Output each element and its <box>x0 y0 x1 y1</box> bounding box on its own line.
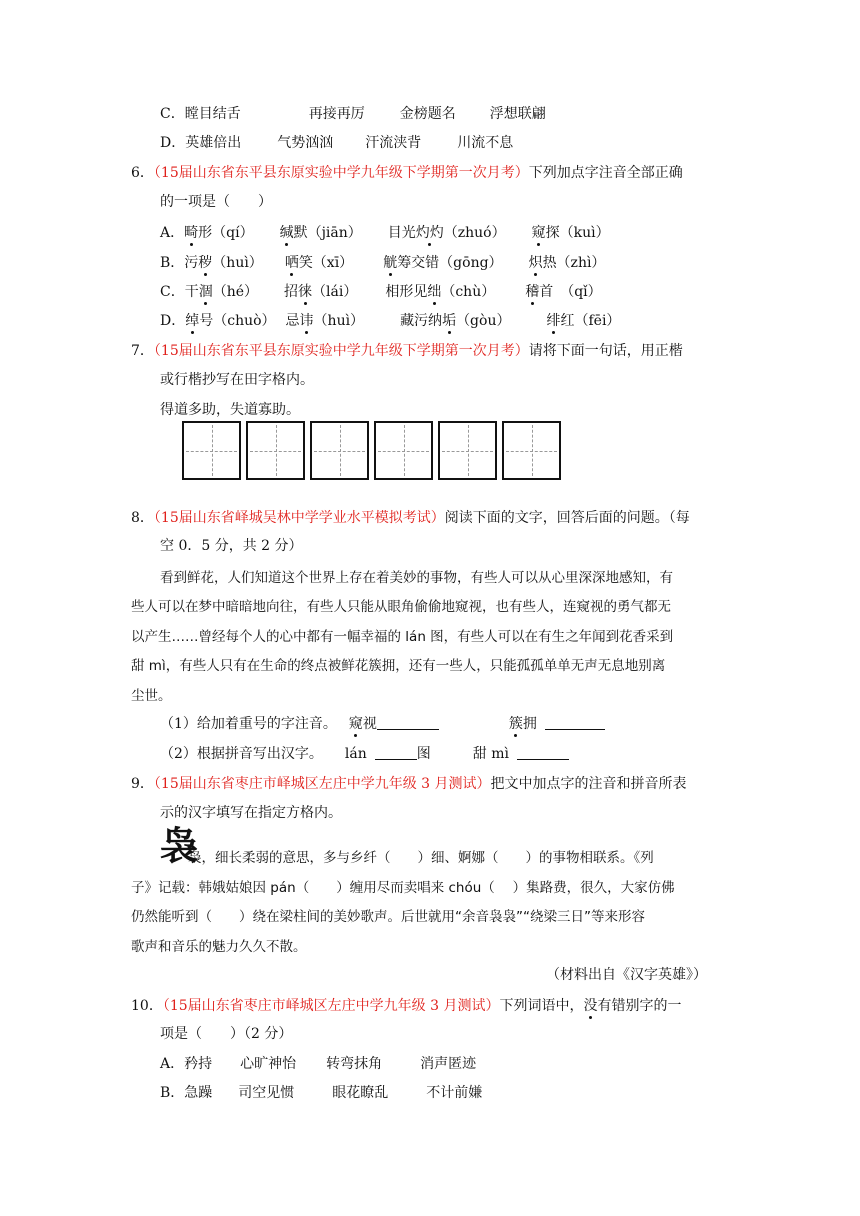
question-10-stem-cont: 项是（ ）（2 分） <box>160 1026 293 1042</box>
tianzige-cell[interactable] <box>182 421 241 480</box>
dotted-char: 炽 <box>528 255 543 271</box>
answer-blank[interactable] <box>517 745 569 760</box>
q8-passage-line-1: 看到鲜花，人们知道这个世界上存在着美妙的事物，有些人可以从心里深深地感知，有 <box>160 570 673 586</box>
option-label: A． <box>160 1056 185 1072</box>
q9-passage-line-1: 袅，细长柔弱的意思，多与乡纤（ ）细、婀娜（ ）的事物相联系。《列 <box>188 850 654 866</box>
question-6-stem <box>131 163 683 183</box>
calligraphy-character: 袅 <box>160 823 199 868</box>
question-source: （15届山东省东平县东原实验中学九年级下学期第一次月考） <box>153 165 529 181</box>
option-label: A． <box>160 225 185 241</box>
q9-passage-line-3: 仍然能听到（ ）绕在梁柱间的美妙歌声。后世就用“余音袅袅”“绕梁三日”等来形容 <box>131 909 645 925</box>
question-7-stem-cont: 或行楷抄写在田字格内。 <box>160 372 314 388</box>
option-label: D． <box>160 135 186 151</box>
answer-blank[interactable] <box>545 715 605 730</box>
dotted-char: 灼灼 <box>415 225 444 241</box>
item-text: 探（kuì） <box>545 225 610 241</box>
question-source: （15届山东省枣庄市峄城区左庄中学九年级 3 月测试） <box>153 776 491 792</box>
question-source: （15届山东省峄城吴林中学学业水平模拟考试） <box>153 510 445 526</box>
q6-option-d <box>160 311 620 331</box>
question-8-stem <box>131 508 690 528</box>
word: 不计前嫌 <box>426 1085 483 1101</box>
item-text: 污 <box>184 255 199 271</box>
option-label: D． <box>160 313 186 329</box>
q5-option-d <box>160 133 513 153</box>
item-text: 相形见 <box>385 284 428 300</box>
item-text: 藏污纳 <box>400 313 443 329</box>
question-source: （15届山东省东平县东原实验中学九年级下学期第一次月考） <box>153 343 529 359</box>
tianzige-cell[interactable] <box>502 421 561 480</box>
sub-question-text: （1）给加着重号的字注音。 <box>160 716 337 732</box>
word: 汗流浃背 <box>365 135 422 151</box>
item-text: 默（jiān） <box>293 225 362 241</box>
q8-passage-line-5: 尘世。 <box>131 688 172 704</box>
q6-option-b <box>160 253 605 273</box>
dotted-char: 垢 <box>442 313 457 329</box>
item-text: （hé） <box>212 284 259 300</box>
tianzige-cell[interactable] <box>246 421 305 480</box>
word: 矜持 <box>184 1056 213 1072</box>
item-text: （chù） <box>441 284 496 300</box>
item-text: （huì） <box>212 255 263 271</box>
tianzige-cell[interactable] <box>374 421 433 480</box>
option-label: C． <box>160 106 185 122</box>
q6-option-c <box>160 282 602 302</box>
dotted-char: 绰 <box>185 313 200 329</box>
item-text: 首 （qǐ） <box>539 284 602 300</box>
word: 英雄倍出 <box>185 135 242 151</box>
q9-source-credit: （材料出自《汉字英雄》） <box>546 967 707 983</box>
question-text: 请将下面一句话，用正楷 <box>528 343 683 359</box>
item-text: （zhuó） <box>443 225 506 241</box>
item-text: 招 <box>284 284 299 300</box>
item-text: 形（qí） <box>198 225 254 241</box>
q5-option-c <box>160 104 546 124</box>
q10-option-a <box>160 1054 476 1074</box>
question-number: 8． <box>131 510 154 526</box>
option-label: B． <box>160 1085 185 1101</box>
question-text: 下列词语中， <box>499 998 584 1014</box>
item-text: 目光 <box>387 225 416 241</box>
question-number: 10． <box>131 998 163 1014</box>
q8-passage-line-2: 些人可以在梦中暗暗地向往，有些人只能从眼角偷偷地窥视，也有些人，连窥视的勇气都无 <box>131 599 671 615</box>
item-text: （gòu） <box>456 313 511 329</box>
q10-option-b <box>160 1083 482 1103</box>
pinyin: 甜 mì <box>472 746 509 762</box>
pinyin: lán <box>344 746 367 762</box>
sub-question-text: （2）根据拼音写出汉字。 <box>160 746 323 762</box>
word: 消声匿迹 <box>420 1056 477 1072</box>
word: 气势汹汹 <box>277 135 334 151</box>
dotted-char: 稽 <box>525 284 540 300</box>
question-number: 9． <box>131 776 154 792</box>
dotted-char: 绯 <box>546 313 561 329</box>
option-label: B． <box>160 255 185 271</box>
item-text: 笑（xī） <box>298 255 354 271</box>
word: 金榜题名 <box>399 106 456 122</box>
q8-passage-line-3: 以产生……曾经每个人的心中都有一幅幸福的 lán 图，有些人可以在有生之年闻到花香采到 <box>131 629 674 645</box>
question-text: 下列加点字注音全部正确 <box>528 165 683 181</box>
item-text: 干 <box>184 284 199 300</box>
word: 眼花瞭乱 <box>332 1085 389 1101</box>
dotted-char: 窥 <box>348 716 363 732</box>
dotted-char: 簇 <box>508 716 523 732</box>
dotted-char: 畸 <box>184 225 199 241</box>
question-8-stem-cont: 空 0．5 分，共 2 分） <box>160 538 303 554</box>
item-text: 拥 <box>522 716 537 732</box>
question-10-stem <box>131 996 681 1016</box>
q8-passage-line-4: 甜 mì，有些人只有在生命的终点被鲜花簇拥，还有一些人，只能孤孤单单无声无息地别离 <box>131 658 666 674</box>
dotted-char: 哂 <box>284 255 299 271</box>
q9-passage-line-2: 子》记载：韩娥姑娘因 pán（ ）缠用尽而卖唱来 chóu（ ）集路费，很久，大家仿佛 <box>131 880 675 896</box>
item-text: 图 <box>416 746 431 762</box>
item-text: （huì） <box>313 313 365 329</box>
word: 再接再厉 <box>308 106 365 122</box>
item-text: 视 <box>362 716 377 732</box>
word: 转弯抹角 <box>326 1056 383 1072</box>
question-source: （15届山东省枣庄市峄城区左庄中学九年级 3 月测试） <box>162 998 500 1014</box>
question-9-stem-cont: 示的汉字填写在指定方格内。 <box>160 805 342 821</box>
item-text: 筹交错（gōng） <box>397 255 503 271</box>
item-text: （lái） <box>312 284 358 300</box>
dotted-char: 绌 <box>427 284 442 300</box>
q6-option-a <box>160 223 610 243</box>
answer-blank[interactable] <box>375 745 417 760</box>
question-7-stem <box>131 341 683 361</box>
q8-sub-question-1 <box>160 714 605 734</box>
dotted-char: 缄 <box>279 225 294 241</box>
dotted-char: 没 <box>583 998 598 1014</box>
question-number: 6． <box>131 165 154 181</box>
word: 心旷神怡 <box>240 1056 297 1072</box>
word: 川流不息 <box>457 135 514 151</box>
tianzige-grid <box>182 421 566 480</box>
question-text: 把文中加点字的注音和拼音所表 <box>490 776 687 792</box>
question-number: 7． <box>131 343 154 359</box>
question-6-stem-cont: 的一项是（ ） <box>160 194 272 210</box>
word: 瞠目结舌 <box>184 106 241 122</box>
tianzige-cell[interactable] <box>438 421 497 480</box>
dotted-char: 窥 <box>531 225 546 241</box>
dotted-char: 讳 <box>299 313 314 329</box>
question-text: 有错别字的一 <box>597 998 682 1014</box>
dotted-char: 徕 <box>298 284 313 300</box>
dotted-char: 涸 <box>198 284 213 300</box>
q7-sentence: 得道多助，失道寡助。 <box>160 402 300 418</box>
question-text: 阅读下面的文字，回答后面的问题。（每 <box>444 510 690 526</box>
question-9-stem <box>131 774 687 794</box>
option-label: C． <box>160 284 185 300</box>
item-text: 忌 <box>285 313 300 329</box>
item-text: 号（chuò） <box>199 313 276 329</box>
dotted-char: 秽 <box>198 255 213 271</box>
q9-passage-line-4: 歌声和音乐的魅力久久不散。 <box>131 939 307 955</box>
tianzige-cell[interactable] <box>310 421 369 480</box>
word: 司空见惯 <box>238 1085 295 1101</box>
q8-sub-question-2 <box>160 744 569 764</box>
dotted-char: 觥 <box>383 255 398 271</box>
answer-blank[interactable] <box>377 715 439 730</box>
item-text: 红（fēi） <box>560 313 621 329</box>
item-text: 热（zhì） <box>542 255 606 271</box>
word: 急躁 <box>184 1085 213 1101</box>
word: 浮想联翩 <box>489 106 546 122</box>
